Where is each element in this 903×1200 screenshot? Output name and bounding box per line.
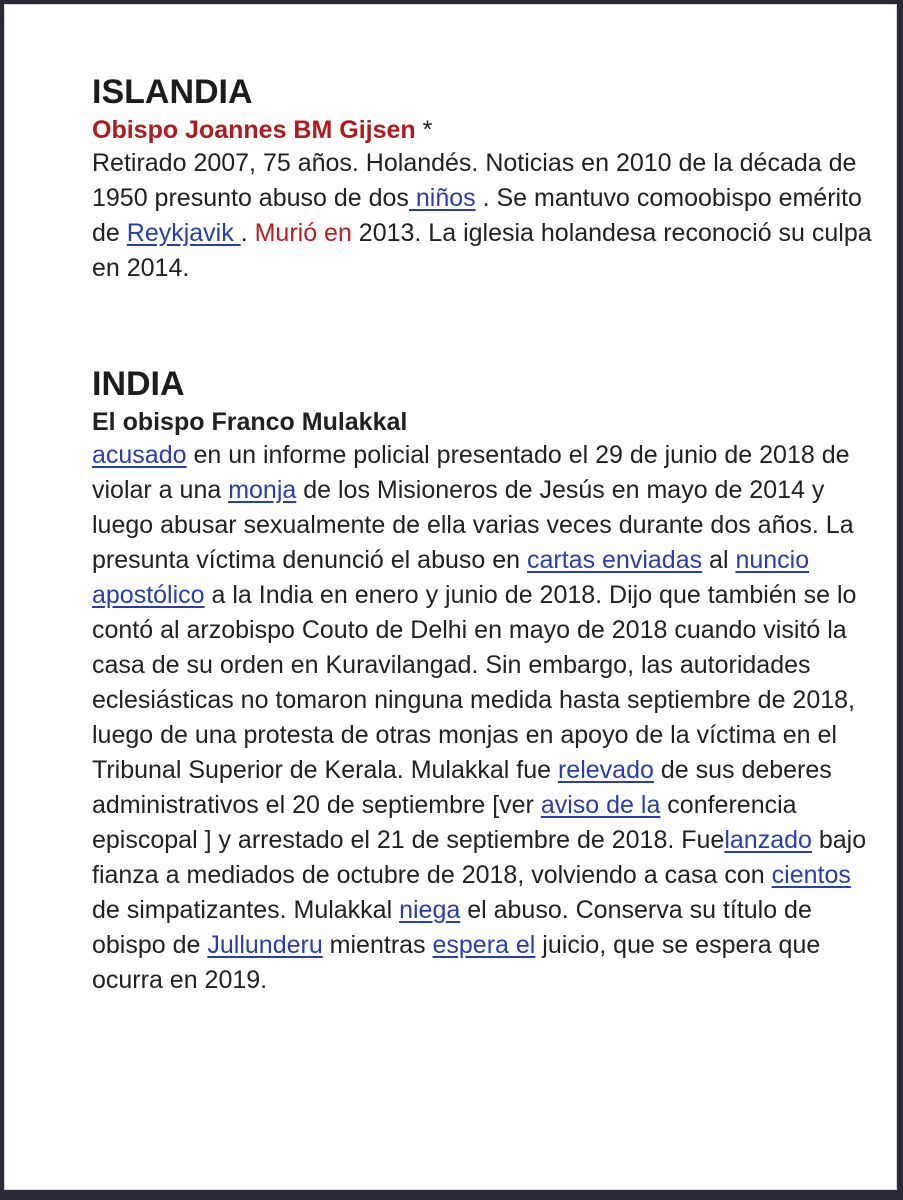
link-cientos[interactable]: cientos xyxy=(771,861,851,889)
entry-text-india xyxy=(92,438,882,998)
text-run: juicio, que se espera que ocurra en 2019. xyxy=(92,931,821,994)
asterisk-mark: * xyxy=(422,116,433,144)
link-monja[interactable]: monja xyxy=(228,476,297,504)
document-content xyxy=(92,70,882,998)
country-heading-islandia: ISLANDIA xyxy=(92,73,253,111)
text-run: de sus deberes administrativos el 20 de septiembre [ver xyxy=(92,756,832,819)
link-espera-el[interactable]: espera el xyxy=(432,931,536,959)
link-cartas-enviadas[interactable]: cartas enviadas xyxy=(527,546,703,574)
text-run: al xyxy=(702,546,736,574)
text-run: Retirado 2007, 75 años. Holandés. Noticias en 2010 de la década de 1950 presunto abuso de dos xyxy=(92,149,857,212)
link-aviso-de-la[interactable]: aviso de la xyxy=(540,791,661,819)
section-islandia xyxy=(92,70,882,286)
red-link-murio-en[interactable]: Murió en xyxy=(254,219,352,247)
link-relevado[interactable]: relevado xyxy=(557,756,654,784)
link-ninos[interactable]: niños xyxy=(408,184,476,212)
link-nuncio-apostolico[interactable]: nuncio apostólico xyxy=(92,546,810,609)
text-run: mientras xyxy=(322,931,433,959)
link-niega[interactable]: niega xyxy=(399,896,461,924)
text-run: a la India en enero y junio de 2018. Dijo que también se lo contó al arzobispo Couto de Delhi en mayo de 2018 cuando visitó la casa de su orden en Kuravilangad. Sin embargo, las autoridades eclesiásticas no tomaron ninguna medida hasta septiembre de 2018, luego de una protesta de otras monjas en apoyo de la víctima en el Tribunal Superior de Kerala. Mulakkal fue xyxy=(92,581,857,784)
link-reykjavik[interactable]: Reykjavik xyxy=(126,219,241,247)
section-divider-space xyxy=(92,286,882,362)
text-run: el abuso. Conserva su título de obispo de xyxy=(92,896,812,959)
section-india xyxy=(92,362,882,998)
text-run: de simpatizantes. Mulakkal xyxy=(92,896,400,924)
text-run: 2013. La iglesia holandesa reconoció su culpa en 2014. xyxy=(92,219,872,282)
bishop-name-mulakkal: El obispo Franco Mulakkal xyxy=(92,408,408,436)
bishop-name-gijsen xyxy=(92,114,882,146)
link-acusado[interactable]: acusado xyxy=(92,441,187,469)
text-run: bajo fianza a mediados de octubre de 2018, volviendo a casa con xyxy=(92,826,867,889)
text-run: conferencia episcopal ] y arrestado el 21 de septiembre de 2018. Fue xyxy=(92,791,797,854)
text-run: en un informe policial presentado el 29 de junio de 2018 de violar a una xyxy=(92,441,850,504)
link-lanzado[interactable]: lanzado xyxy=(724,826,812,854)
text-run: de los Misioneros de Jesús en mayo de 2014 y luego abusar sexualmente de ella varias veces durante dos años. La presunta víctima denunció el abuso en xyxy=(92,476,854,574)
link-jullunderu[interactable]: Jullunderu xyxy=(207,931,323,959)
bishop-name-text: Obispo Joannes BM Gijsen xyxy=(92,116,416,144)
text-run: . Se mantuvo comoobispo emérito de xyxy=(92,184,862,247)
entry-text-islandia xyxy=(92,146,882,286)
country-heading-india: INDIA xyxy=(92,365,185,403)
document-page xyxy=(4,4,897,1190)
text-run: . xyxy=(240,219,255,247)
